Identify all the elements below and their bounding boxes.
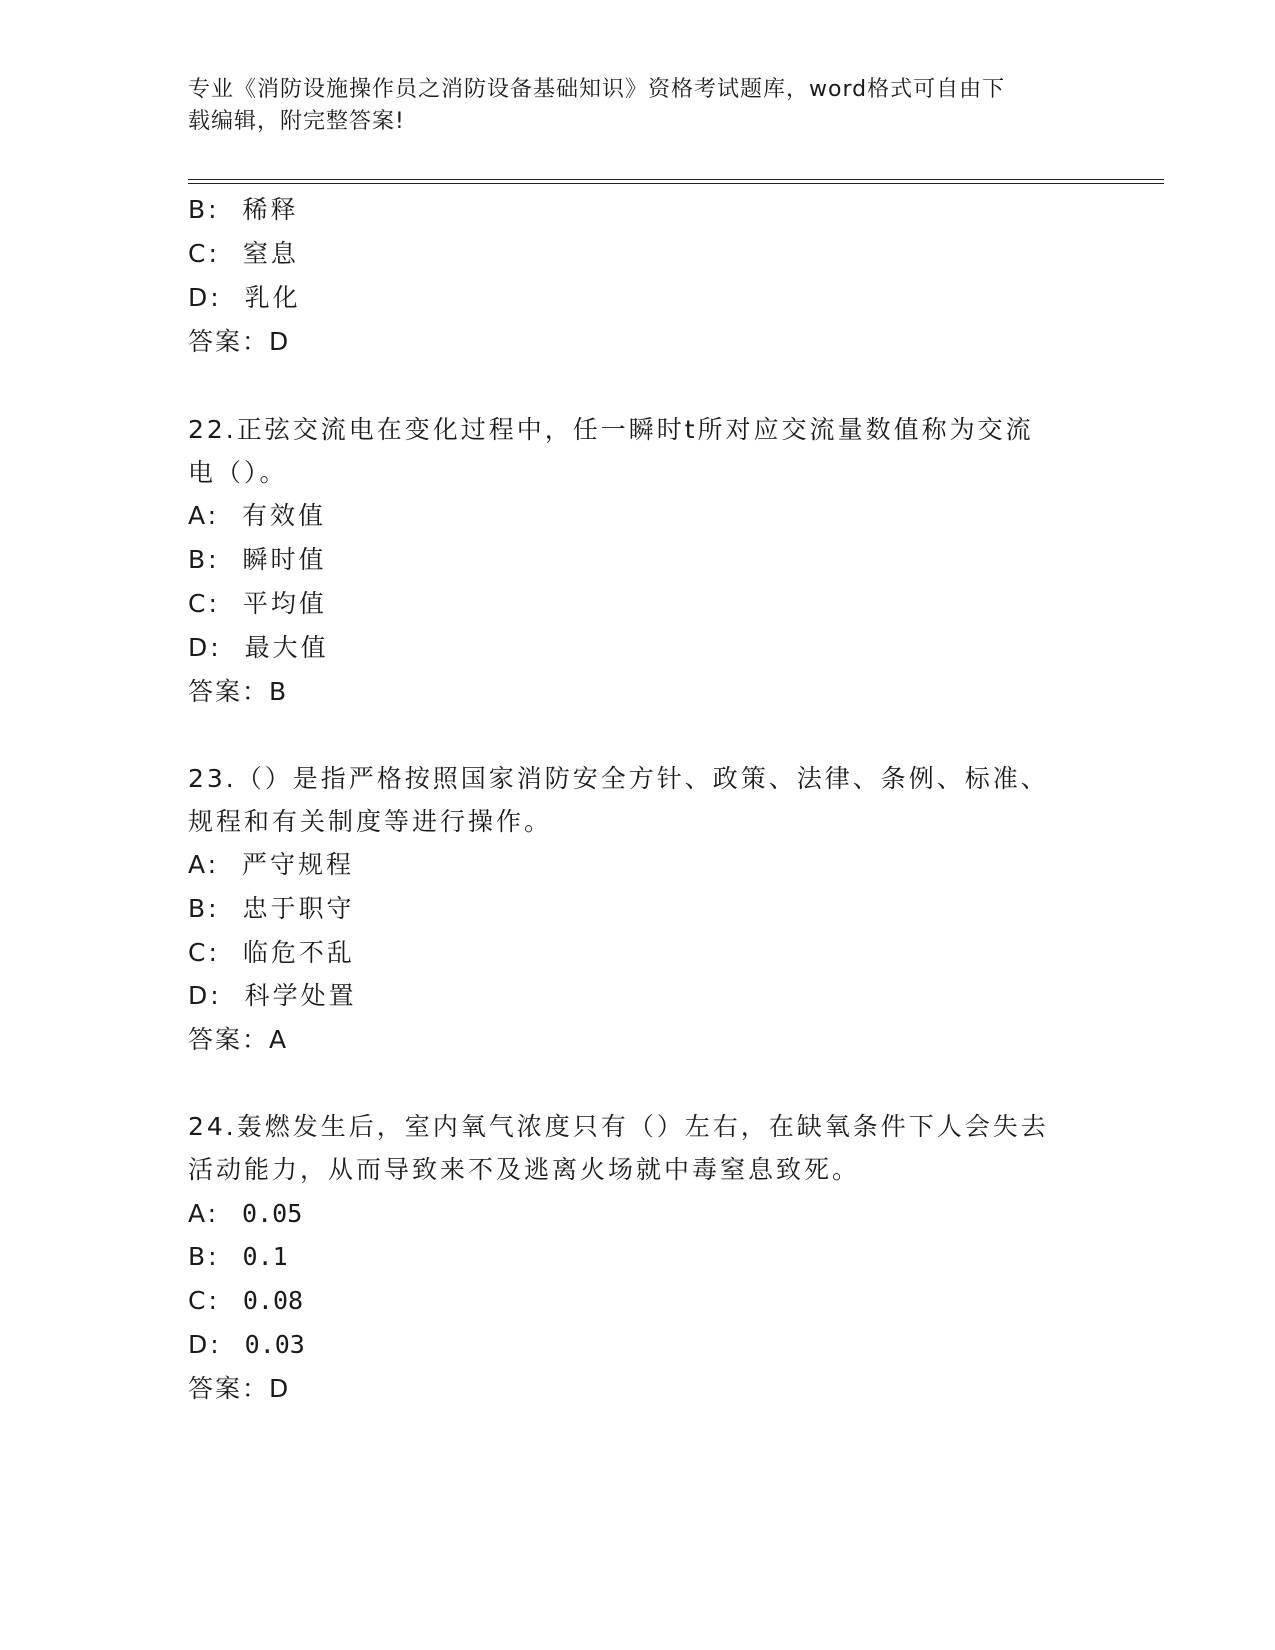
option-key: C: <box>188 938 220 967</box>
option-text: 最大值 <box>244 633 329 662</box>
question-text-line-1: 23.（）是指严格按照国家消防安全方针、政策、法律、条例、标准、 <box>188 764 1049 793</box>
question-text-line-2: 电（）。 <box>188 458 288 487</box>
option-text: 瞬时值 <box>242 545 327 574</box>
option-key: D: <box>188 633 222 662</box>
option-key: C: <box>188 1286 220 1315</box>
option-text: 忠于职守 <box>242 894 355 923</box>
option-text: 临危不乱 <box>242 938 355 967</box>
option-key: D: <box>188 981 222 1010</box>
option-text: 0.05 <box>242 1199 303 1228</box>
option-row <box>188 1328 305 1362</box>
option-key: B: <box>188 195 220 224</box>
option-text: 窒息 <box>242 239 299 268</box>
option-row <box>188 1240 288 1274</box>
answer-line: 答案：B <box>188 677 289 706</box>
option-row <box>188 892 355 926</box>
option-key: D: <box>188 1330 222 1359</box>
option-text: 0.03 <box>244 1330 305 1359</box>
option-text: 0.08 <box>242 1286 304 1315</box>
option-row <box>188 1284 303 1318</box>
answer-line: 答案：D <box>188 327 291 356</box>
header-line-1: 专业《消防设施操作员之消防设备基础知识》资格考试题库，word格式可自由下 <box>188 77 1006 102</box>
option-row <box>188 1197 302 1231</box>
option-text: 稀释 <box>242 195 299 224</box>
answer-line: 答案：A <box>188 1025 289 1054</box>
question-text-line-2: 规程和有关制度等进行操作。 <box>188 807 553 836</box>
option-row <box>188 979 357 1013</box>
option-key: A: <box>188 501 220 530</box>
answer-line: 答案：D <box>188 1374 291 1403</box>
option-text: 科学处置 <box>244 981 357 1010</box>
header-line-2: 载编辑，附完整答案! <box>188 109 405 134</box>
option-key: A: <box>188 1199 220 1228</box>
option-text: 乳化 <box>244 283 301 312</box>
header-divider-top <box>188 179 1164 180</box>
question-text-line-1: 22.正弦交流电在变化过程中，任一瞬时t所对应交流量数值称为交流 <box>188 415 1034 444</box>
option-key: C: <box>188 239 220 268</box>
option-text: 有效值 <box>242 501 327 530</box>
option-row <box>188 848 354 882</box>
option-row <box>188 631 329 665</box>
option-key: B: <box>188 1242 220 1271</box>
option-text: 0.1 <box>242 1242 288 1271</box>
question-text-line-1: 24.轰燃发生后，室内氧气浓度只有（）左右，在缺氧条件下人会失去 <box>188 1112 1049 1141</box>
header-divider-bottom <box>188 183 1164 184</box>
document-header <box>188 74 1068 138</box>
option-row <box>188 193 299 227</box>
option-row <box>188 499 326 533</box>
option-text: 平均值 <box>242 589 327 618</box>
option-row <box>188 587 327 621</box>
option-key: B: <box>188 894 220 923</box>
option-row <box>188 936 355 970</box>
option-key: B: <box>188 545 220 574</box>
option-row <box>188 543 327 577</box>
option-key: A: <box>188 850 220 879</box>
option-row <box>188 237 299 271</box>
option-text: 严守规程 <box>242 850 355 879</box>
option-key: D: <box>188 283 222 312</box>
question-text-line-2: 活动能力，从而导致来不及逃离火场就中毒窒息致死。 <box>188 1155 861 1184</box>
option-key: C: <box>188 589 220 618</box>
option-row <box>188 281 301 315</box>
